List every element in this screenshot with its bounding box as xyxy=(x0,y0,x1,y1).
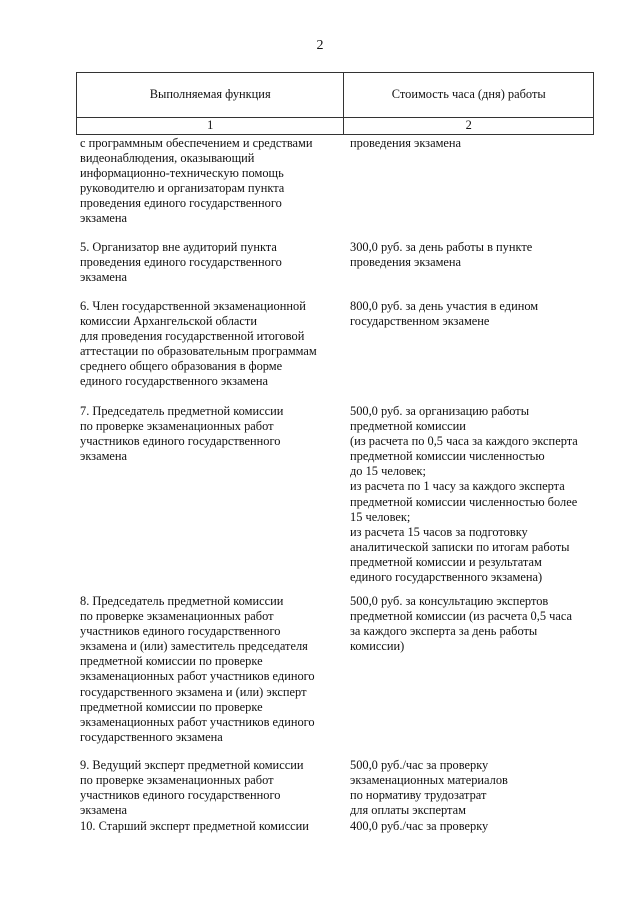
column-header-function: Выполняемая функция xyxy=(77,73,344,117)
table-header-row xyxy=(76,72,594,117)
table-body xyxy=(80,136,594,835)
function-cell: 5. Организатор вне аудиторий пункта проведения единого государственного экзамена xyxy=(80,240,282,285)
function-cell: 10. Старший эксперт предметной комиссии xyxy=(80,819,309,833)
function-cell: 6. Член государственной экзаменационной комиссии Архангельской области для проведения государственной итоговой аттестации по образовательным программам среднего общего образования в форме единого государственного экзамена xyxy=(80,299,317,389)
cost-cell: проведения экзамена xyxy=(350,136,462,150)
function-cell: 7. Председатель предметной комиссии по проверке экзаменационных работ участников единого государственного экзамена xyxy=(80,404,284,464)
cost-cell: 300,0 руб. за день работы в пункте проведения экзамена xyxy=(350,240,533,270)
cost-table xyxy=(76,72,594,135)
table-row xyxy=(80,299,594,404)
column-number-2: 2 xyxy=(465,118,472,133)
table-row xyxy=(80,819,594,835)
column-number-1: 1 xyxy=(77,118,344,134)
page-number: 2 xyxy=(316,38,324,53)
column-header-cost: Стоимость часа (дня) работы xyxy=(391,87,546,102)
function-cell: 9. Ведущий эксперт предметной комиссии по проверке экзаменационных работ участников единого государственного экзамена xyxy=(80,758,304,818)
table-row xyxy=(80,240,594,299)
cost-cell: 400,0 руб./час за проверку xyxy=(350,819,489,833)
cost-cell: 800,0 руб. за день участия в едином государственном экзамене xyxy=(350,299,539,329)
cost-cell: 500,0 руб./час за проверку экзаменационных материалов по нормативу трудозатрат для оплаты экспертам xyxy=(350,758,508,818)
cost-cell: 500,0 руб. за консультацию экспертов предметной комиссии (из расчета 0,5 часа за каждого эксперта за день работы комиссии) xyxy=(350,594,573,654)
cost-cell: 500,0 руб. за организацию работы предметной комиссии (из расчета по 0,5 часа за каждого эксперта предметной комиссии численностью до 15 человек; из расчета по 1 часу за каждого эксперта предметной комиссии численностью более 15 человек; из расчета 15 часов за подготовку аналитической записки по итогам работы предметной комиссии и результатам единого государственного экзамена) xyxy=(350,404,578,585)
table-row xyxy=(80,404,594,594)
table-row xyxy=(80,136,594,240)
table-row xyxy=(80,758,594,819)
column-number-row xyxy=(76,117,594,135)
function-cell: с программным обеспечением и средствами видеонаблюдения, оказывающий информационно-техническую помощь руководителю и организаторам пункта проведения единого государственного экзамена xyxy=(80,136,313,226)
table-row xyxy=(80,594,594,758)
function-cell: 8. Председатель предметной комиссии по проверке экзаменационных работ участников единого государственного экзамена и (или) заместитель председателя предметной комиссии по проверке экзаменационных работ участников единого государственного экзамена и (или) эксперт предметной комиссии по проверке экзаменационных работ участников единого государственного экзамена xyxy=(80,594,315,744)
